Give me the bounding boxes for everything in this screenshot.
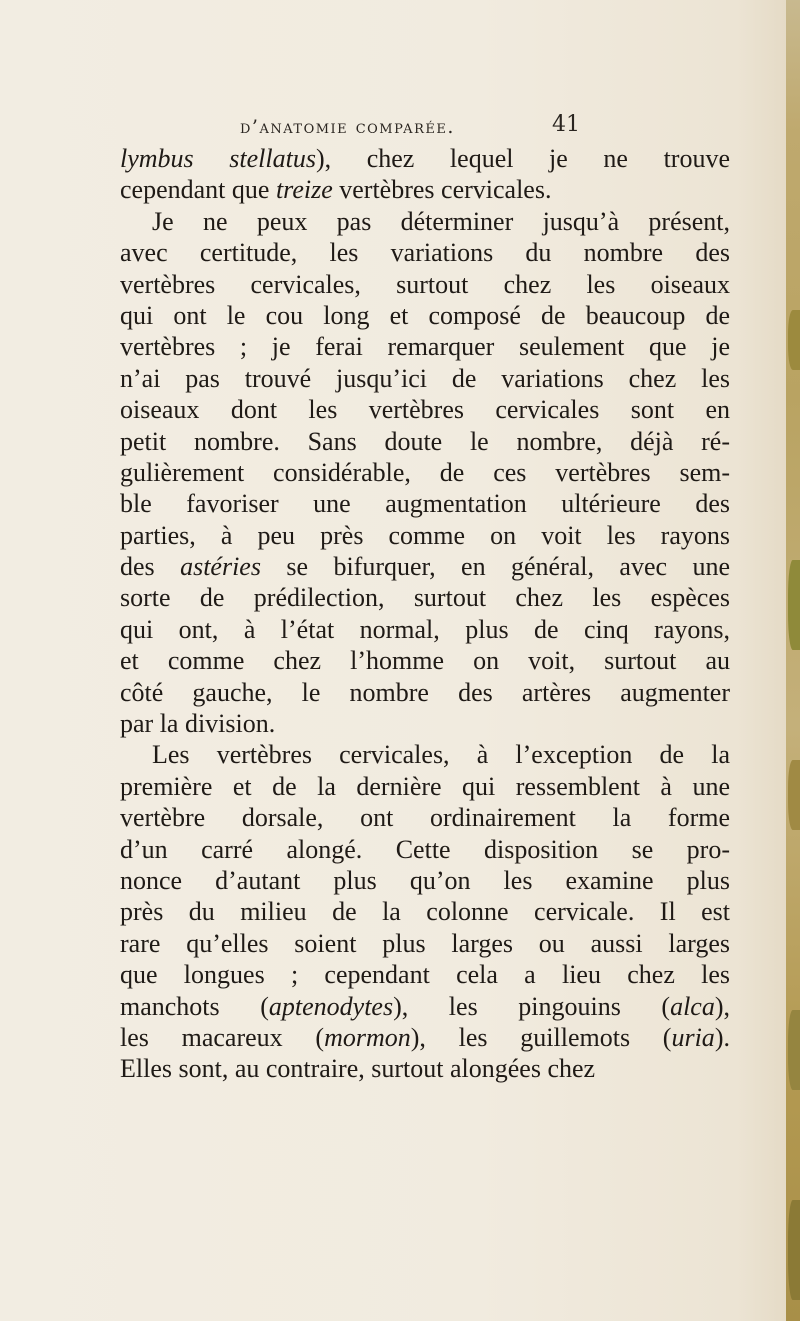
page-number: 41	[552, 112, 580, 137]
text-run: par la division.	[120, 709, 276, 739]
text-run: parties, à peu près comme on voit les rayons	[120, 520, 730, 550]
text-run: des	[120, 552, 181, 582]
text-line	[120, 677, 730, 708]
text-line	[120, 991, 730, 1022]
text-run: se bifurquer, en général, avec une	[260, 552, 730, 582]
text-line	[120, 237, 730, 268]
text-run: Les vertèbres cervicales, à l’exception de la	[152, 740, 730, 770]
text-line	[120, 708, 730, 739]
text-run: manchots (	[120, 991, 269, 1021]
italic-run: mormon	[324, 1022, 411, 1052]
text-run: sorte de prédilection, surtout chez les espèces	[120, 583, 730, 613]
text-line	[120, 1053, 730, 1084]
text-line	[120, 551, 730, 582]
text-run: ), les pingouins (	[393, 991, 671, 1021]
text-line	[120, 363, 730, 394]
text-line	[120, 645, 730, 676]
text-line	[120, 206, 730, 237]
text-run: et comme chez l’homme on voit, surtout au	[120, 646, 730, 676]
italic-run: treize	[275, 175, 333, 205]
text-run: oiseaux dont les vertèbres cervicales sont en	[120, 395, 730, 425]
text-run: vertèbres cervicales.	[332, 175, 552, 205]
text-line	[120, 739, 730, 770]
italic-run: alca	[670, 991, 715, 1021]
text-run: près du milieu de la colonne cervicale. Il est	[120, 897, 730, 927]
text-run: nonce d’autant plus qu’on les examine plus	[120, 865, 730, 895]
italic-run: aptenodytes	[268, 991, 394, 1021]
text-line	[120, 457, 730, 488]
text-line	[120, 143, 730, 174]
text-run: rare qu’elles soient plus larges ou aussi larges	[120, 928, 730, 958]
text-run: ),	[714, 991, 731, 1021]
text-run: vertèbre dorsale, ont ordinairement la forme	[120, 803, 730, 833]
text-line	[120, 488, 730, 519]
text-run: n’ai pas trouvé jusqu’ici de variations chez les	[120, 363, 730, 393]
text-run: ).	[714, 1022, 730, 1052]
text-run: Je ne peux pas déterminer jusqu’à présent,	[152, 206, 730, 236]
text-line	[120, 896, 730, 927]
text-run: petit nombre. Sans doute le nombre, déjà ré-	[120, 426, 730, 456]
text-line	[120, 426, 730, 457]
text-line	[120, 331, 730, 362]
text-run: côté gauche, le nombre des artères augmenter	[120, 677, 730, 707]
text-run: vertèbres cervicales, surtout chez les oiseaux	[120, 269, 730, 299]
text-run: ble favoriser une augmentation ultérieure des	[120, 489, 730, 519]
text-line	[120, 394, 730, 425]
text-line	[120, 865, 730, 896]
text-line	[120, 959, 730, 990]
text-line	[120, 614, 730, 645]
text-line	[120, 771, 730, 802]
italic-run: lymbus stellatus	[120, 144, 316, 173]
text-line	[120, 269, 730, 300]
text-run: gulièrement considérable, de ces vertèbres sem-	[120, 457, 730, 487]
text-line	[120, 174, 730, 205]
text-line	[120, 834, 730, 865]
text-line	[120, 928, 730, 959]
italic-run: uria	[671, 1022, 715, 1052]
text-run: ), les guillemots (	[410, 1022, 672, 1052]
text-line	[120, 1022, 730, 1053]
running-title: d’anatomie comparée.	[240, 116, 455, 138]
text-run: première et de la dernière qui ressemblent à une	[120, 771, 730, 801]
italic-run: astéries	[180, 552, 261, 582]
text-run: que longues ; cependant cela a lieu chez les	[120, 960, 730, 990]
text-line	[120, 520, 730, 551]
page-edge	[786, 0, 800, 1321]
text-run: Elles sont, au contraire, surtout alongées chez	[120, 1054, 596, 1084]
text-run: ), chez lequel je ne trouve	[315, 144, 730, 173]
text-run: d’un carré alongé. Cette disposition se pro-	[120, 834, 730, 864]
text-line	[120, 300, 730, 331]
page-header	[120, 102, 730, 142]
text-run: qui ont le cou long et composé de beaucoup de	[120, 300, 730, 330]
text-run: qui ont, à l’état normal, plus de cinq rayons,	[120, 614, 730, 644]
text-run: les macareux (	[120, 1022, 325, 1052]
text-run: avec certitude, les variations du nombre des	[120, 238, 730, 268]
text-run: cependant que	[120, 175, 276, 205]
text-line	[120, 582, 730, 613]
text-line	[120, 802, 730, 833]
text-run: vertèbres ; je ferai remarquer seulement que je	[120, 332, 730, 362]
body-text	[120, 143, 730, 1085]
